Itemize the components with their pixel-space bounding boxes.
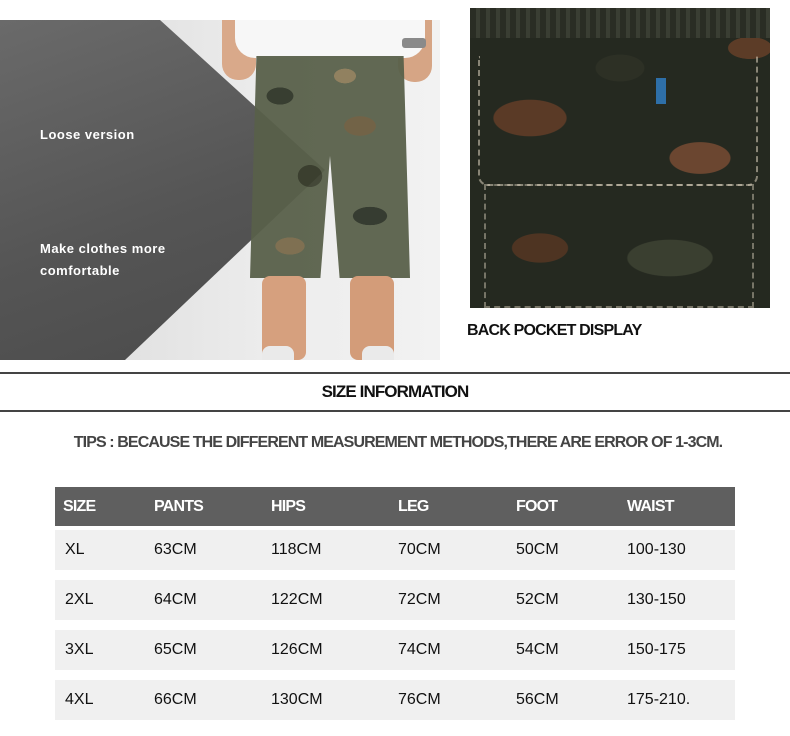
caption-comfortable: Make clothes more comfortable <box>40 241 166 278</box>
header-pants: PANTS <box>154 497 204 515</box>
table-header <box>55 487 735 526</box>
model-watch <box>402 38 426 48</box>
table-row <box>55 630 735 670</box>
cell-leg: 70CM <box>398 541 441 558</box>
back-pocket-photo <box>470 8 770 308</box>
header-hips: HIPS <box>271 497 306 515</box>
model-photo <box>0 20 440 360</box>
cell-pants: 65CM <box>154 641 197 658</box>
divider-top <box>0 372 790 374</box>
caption-loose-version: Loose version <box>40 127 135 142</box>
cell-size: 4XL <box>65 691 94 708</box>
waistband <box>470 8 770 38</box>
back-pocket <box>484 184 754 308</box>
brand-tag <box>656 78 666 104</box>
measurement-tips: TIPS : BECAUSE THE DIFFERENT MEASUREMENT METHODS,THERE ARE ERROR OF 1-3CM. <box>73 434 723 451</box>
cell-hips: 122CM <box>271 591 323 608</box>
cell-foot: 52CM <box>516 591 559 608</box>
cell-waist: 130-150 <box>627 591 686 608</box>
table-row <box>55 580 735 620</box>
header-size: SIZE <box>63 497 96 515</box>
size-table <box>55 487 735 708</box>
cell-hips: 126CM <box>271 641 323 658</box>
cell-size: 3XL <box>65 641 94 658</box>
table-row <box>55 680 735 720</box>
divider-bottom <box>0 410 790 412</box>
table-row <box>55 530 735 570</box>
cell-foot: 56CM <box>516 691 559 708</box>
cell-waist: 150-175 <box>627 641 686 658</box>
cell-leg: 74CM <box>398 641 441 658</box>
cell-hips: 130CM <box>271 691 323 708</box>
header-foot: FOOT <box>516 497 558 515</box>
cell-leg: 76CM <box>398 691 441 708</box>
pocket-flap <box>478 56 758 186</box>
model-right-shoe <box>362 346 394 360</box>
cell-pants: 66CM <box>154 691 197 708</box>
cell-pants: 64CM <box>154 591 197 608</box>
model-left-shoe <box>262 346 294 360</box>
back-pocket-caption: BACK POCKET DISPLAY <box>467 322 642 339</box>
cell-leg: 72CM <box>398 591 441 608</box>
cell-foot: 54CM <box>516 641 559 658</box>
cell-hips: 118CM <box>271 541 322 558</box>
cell-size: 2XL <box>65 591 94 608</box>
cell-foot: 50CM <box>516 541 559 558</box>
cell-waist: 175-210. <box>627 691 691 708</box>
cell-size: XL <box>65 541 85 558</box>
header-leg: LEG <box>398 497 429 515</box>
header-waist: WAIST <box>627 497 674 515</box>
model-shirt <box>235 20 425 58</box>
cell-pants: 63CM <box>154 541 197 558</box>
size-information-title: SIZE INFORMATION <box>321 382 469 401</box>
cell-waist: 100-130 <box>627 541 686 558</box>
